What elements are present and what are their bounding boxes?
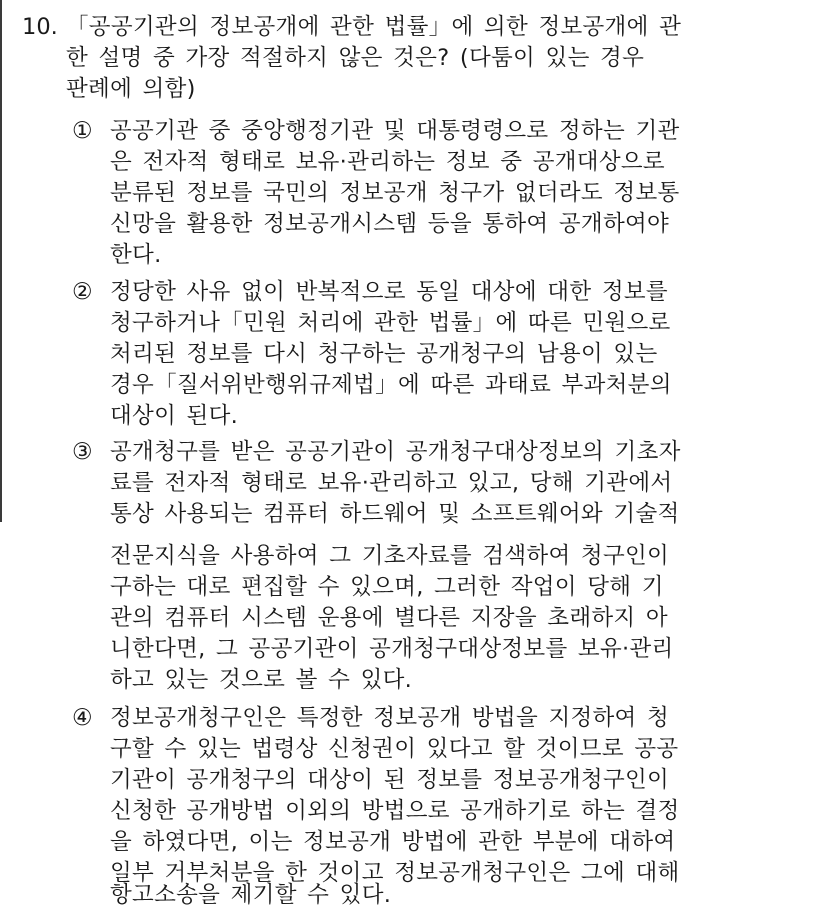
question-line: 한 설명 중 가장 적절하지 않은 것은? (다툼이 있는 경우 bbox=[66, 45, 645, 71]
option-4-line: 구할 수 있는 법령상 신청권이 있다고 할 것이므로 공공 bbox=[110, 736, 679, 762]
option-3-line: 전문지식을 사용하여 그 기초자료를 검색하여 청구인이 bbox=[110, 543, 670, 569]
option-3-line: 하고 있는 것으로 볼 수 있다. bbox=[110, 667, 413, 693]
option-marker-2: ② bbox=[72, 279, 93, 305]
option-1-line: 공공기관 중 중앙행정기관 및 대통령령으로 정하는 기관 bbox=[110, 118, 680, 144]
option-4-line: 을 하였다면, 이는 정보공개 방법에 관한 부분에 대하여 bbox=[110, 829, 676, 855]
option-2-line: 정당한 사유 없이 반복적으로 동일 대상에 대한 정보를 bbox=[110, 279, 668, 305]
option-3-line: 통상 사용되는 컴퓨터 하드웨어 및 소프트웨어와 기술적 bbox=[110, 501, 680, 527]
option-1-line: 분류된 정보를 국민의 정보공개 청구가 없더라도 정보통 bbox=[110, 180, 680, 206]
option-3-line: 구하는 대로 편집할 수 있으며, 그러한 작업이 당해 기 bbox=[110, 574, 664, 600]
option-4-line: 항고소송을 제기할 수 있다. bbox=[110, 882, 392, 908]
option-4-line: 기관이 공개청구의 대상이 된 정보를 정보공개청구인이 bbox=[110, 767, 670, 793]
option-4-line: 신청한 공개방법 이외의 방법으로 공개하기로 하는 결정 bbox=[110, 798, 680, 824]
question-line: 판례에 의함) bbox=[66, 76, 196, 102]
option-1-line: 한다. bbox=[110, 242, 162, 268]
option-3-line: 료를 전자적 형태로 보유·관리하고 있고, 당해 기관에서 bbox=[110, 470, 673, 496]
option-marker-4: ④ bbox=[72, 705, 93, 731]
left-margin-rule bbox=[0, 0, 2, 522]
option-4-line: 정보공개청구인은 특정한 정보공개 방법을 지정하여 청 bbox=[110, 705, 670, 731]
option-2-line: 청구하거나「민원 처리에 관한 법률」에 따른 민원으로 bbox=[110, 310, 671, 336]
option-3-line: 니한다면, 그 공공기관이 공개청구대상정보를 보유·관리 bbox=[110, 636, 674, 662]
option-marker-1: ① bbox=[72, 118, 93, 144]
question-line: 「공공기관의 정보공개에 관한 법률」에 의한 정보공개에 관 bbox=[66, 14, 682, 40]
option-4-line: 일부 거부처분을 한 것이고 정보공개청구인은 그에 대해 bbox=[110, 860, 680, 886]
option-1-line: 은 전자적 형태로 보유·관리하는 정보 중 공개대상으로 bbox=[110, 149, 665, 175]
option-2-line: 대상이 된다. bbox=[110, 403, 239, 429]
option-2-line: 경우「질서위반행위규제법」에 따른 과태료 부과처분의 bbox=[110, 372, 672, 398]
option-marker-3: ③ bbox=[72, 439, 93, 465]
option-2-line: 처리된 정보를 다시 청구하는 공개청구의 남용이 있는 bbox=[110, 341, 658, 367]
question-number: 10. bbox=[22, 14, 58, 40]
option-3-line: 관의 컴퓨터 시스템 운용에 별다른 지장을 초래하지 아 bbox=[110, 605, 668, 631]
option-1-line: 신망을 활용한 정보공개시스템 등을 통하여 공개하여야 bbox=[110, 211, 670, 237]
option-3-line: 공개청구를 받은 공공기관이 공개청구대상정보의 기초자 bbox=[110, 439, 681, 465]
